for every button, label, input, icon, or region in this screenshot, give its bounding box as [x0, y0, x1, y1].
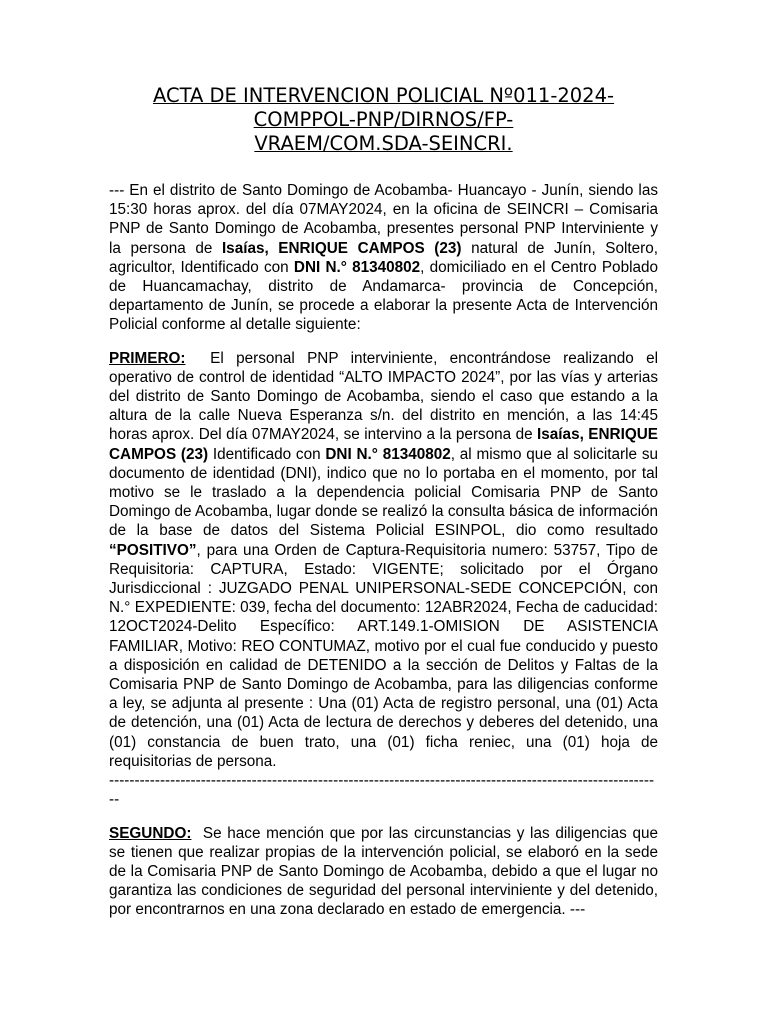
primero-text-1: El personal PNP interviniente, encontrándose realizando el operativo de control de identidad “ALTO IMPACTO 2024”, por las vías y arterias del distrito de Santo Domingo de Acobamba, siendo el caso que estando a la altura de la calle Nueva Esperanza s/n. del distrito en mención, a las 14:45 horas aprox. Del día 07MAY2024, se intervino a la persona de	[109, 349, 663, 444]
intro-text-3: , domiciliado en el Centro Poblado de Huancamachay, distrito de Andamarca- provincia de Concepción, departamento de Junín, se procede a elaborar la presente Acta de Intervención Policial conforme al detalle siguiente:	[109, 258, 658, 334]
result-positivo: “POSITIVO”	[109, 541, 197, 559]
segundo-text-1: Se hace mención que por las circunstancias y las diligencias que se tienen que realizar propias de la intervención policial, se elaboró en la sede de la Comisaria PNP de Santo Domingo de Acobamba, debido a que el lugar no garantiza las condiciones de seguridad del personal interviniente y del detenido, por encontrarnos en una zona declarado en estado de emergencia. ---	[109, 824, 663, 919]
intro-paragraph	[109, 181, 658, 335]
primero-text-3: , al mismo que al solicitarle su documento de identidad (DNI), indico que no lo portaba en el momento, por tal motivo se le traslado a la dependencia policial Comisaria PNP de Santo Domingo de Acobamba, lugar donde se realizó la consulta básica de información de la base de datos del Sistema Policial ESINPOL, dio como resultado	[109, 445, 658, 540]
segundo-paragraph	[109, 824, 663, 920]
title-line-1: ACTA DE INTERVENCION POLICIAL Nº011-2024-	[152, 84, 615, 107]
dash-separator: -------------------------------------------------------------------------------------------------------------	[109, 772, 655, 809]
segundo-heading: SEGUNDO:	[109, 824, 192, 842]
dni-number: DNI N.° 81340802	[293, 258, 421, 276]
person-name: Isaías, ENRIQUE CAMPOS (23)	[221, 239, 462, 257]
intro-text-2: natural de Junín, Soltero, agricultor, Identificado con	[109, 239, 658, 276]
document-page	[109, 84, 663, 920]
document-title	[109, 84, 658, 156]
intro-text-1: --- En el distrito de Santo Domingo de Acobamba- Huancayo - Junín, siendo las 15:30 horas aprox. del día 07MAY2024, en la oficina de SEINCRI – Comisaria PNP de Santo Domingo de Acobamba, presentes personal PNP Interviniente y la persona de	[109, 182, 658, 257]
person-name: Isaías, ENRIQUE CAMPOS (23)	[109, 426, 658, 463]
primero-text-2: Identificado con	[208, 445, 326, 463]
dni-number: DNI N.° 81340802	[325, 445, 451, 463]
title-line-2: COMPPOL-PNP/DIRNOS/FP-	[253, 108, 514, 131]
title-line-3: VRAEM/COM.SDA-SEINCRI.	[254, 132, 513, 155]
primero-paragraph	[109, 349, 663, 810]
primero-text-4: , para una Orden de Captura-Requisitoria numero: 53757, Tipo de Requisitoria: CAPTURA, Estado: VIGENTE; solicitado por el Órgano Jurisdiccional : JUZGADO PENAL UNIPERSONAL-SEDE CONCEPCIÓN, con N.° EXPEDIENTE: 039, fecha del documento: 12ABR2024, Fecha de caducidad: 12OCT2024-Delito Específico: ART.149.1-OMISION DE ASISTENCIA FAMILIAR, Motivo: REO CONTUMAZ, motivo por el cual fue conducido y puesto a disposición en calidad de DETENIDO a la sección de Delitos y Faltas de la Comisaria PNP de Santo Domingo de Acobamba, para las diligencias conforme a ley, se adjunta al presente : Una (01) Acta de registro personal, una (01) Acta de detención, una (01) Acta de lectura de derechos y deberes del detenido, una (01) constancia de buen trato, una (01) ficha reniec, una (01) hoja de requisitorias de persona.	[109, 541, 658, 770]
primero-heading: PRIMERO:	[109, 349, 186, 367]
